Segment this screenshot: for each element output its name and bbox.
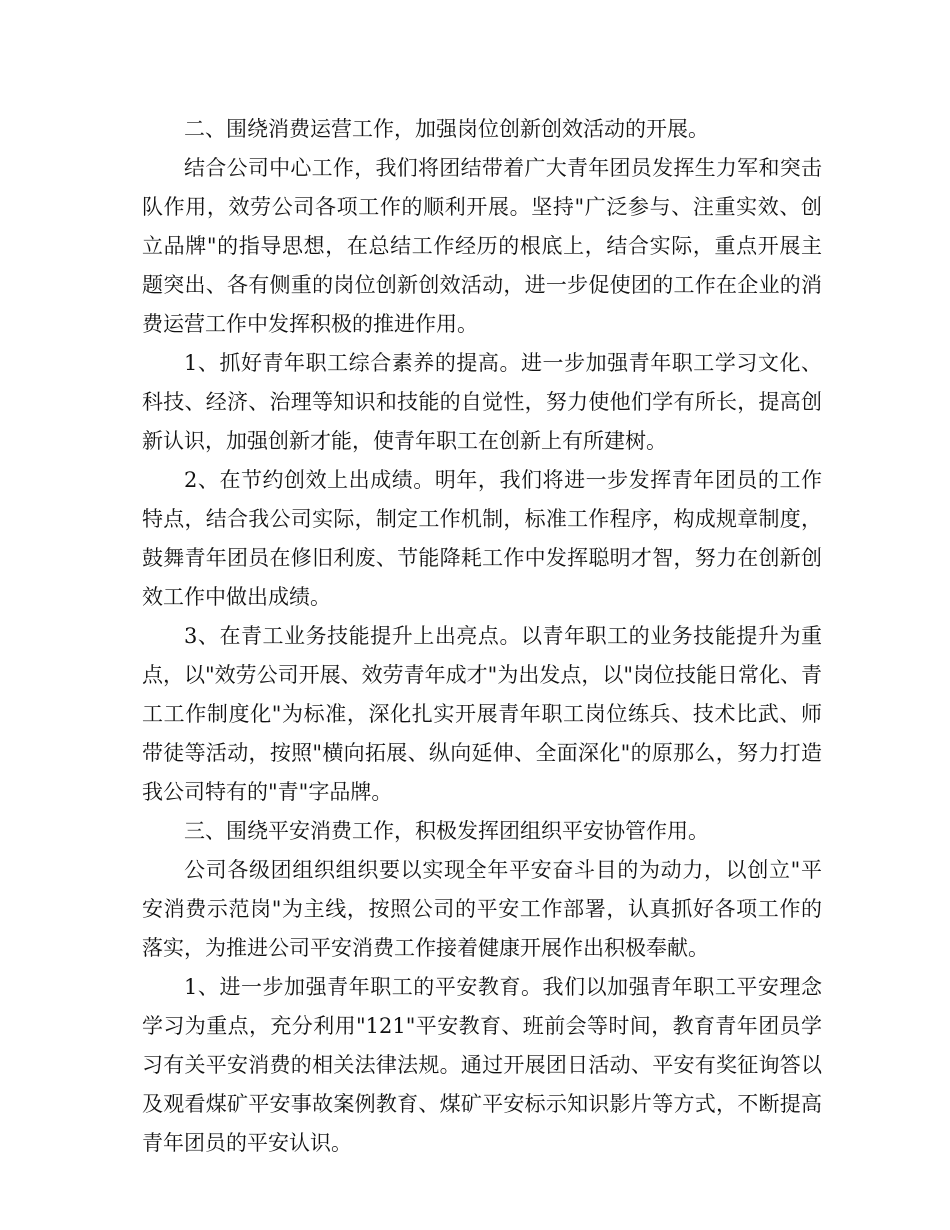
section-heading-2: 二、围绕消费运营工作，加强岗位创新创效活动的开展。 [184,117,709,141]
list-item-paragraph: 1、抓好青年职工综合素养的提高。进一步加强青年职工学习文化、科技、经济、治理等知识和技能的自觉性，努力使他们学有所长，提高创新认识，加强创新才能，使青年职工在创新上有所建树。 [142,351,822,453]
body-paragraph: 结合公司中心工作，我们将团结带着广大青年团员发挥生力军和突击队作用，效劳公司各项工作的顺利开展。坚持"广泛参与、注重实效、创立品牌"的指导思想，在总结工作经历的根底上，结合实际，重点开展主题突出、各有侧重的岗位创新创效活动，进一步促使团的工作在企业的消费运营工作中发挥积极的推进作用。 [142,156,822,336]
section-heading-3: 三、围绕平安消费工作，积极发挥团组织平安协管作用。 [184,819,709,843]
body-paragraph: 公司各级团组织组织要以实现全年平安奋斗目的为动力，以创立"平安消费示范岗"为主线，按照公司的平安工作部署，认真抓好各项工作的落实，为推进公司平安消费工作接着健康开展作出积极奉献。 [142,858,822,960]
list-item-paragraph: 3、在青工业务技能提升上出亮点。以青年职工的业务技能提升为重点，以"效劳公司开展、效劳青年成才"为出发点，以"岗位技能日常化、青工工作制度化"为标准，深化扎实开展青年职工岗位练兵、技术比武、师带徒等活动，按照"横向拓展、纵向延伸、全面深化"的原那么，努力打造我公司特有的"青"字品牌。 [142,624,822,804]
list-item-paragraph: 2、在节约创效上出成绩。明年，我们将进一步发挥青年团员的工作特点，结合我公司实际，制定工作机制，标准工作程序，构成规章制度，鼓舞青年团员在修旧利废、节能降耗工作中发挥聪明才智，努力在创新创效工作中做出成绩。 [142,468,822,609]
list-item-paragraph: 1、进一步加强青年职工的平安教育。我们以加强青年职工平安理念学习为重点，充分利用"121"平安教育、班前会等时间，教育青年团员学习有关平安消费的相关法律法规。通过开展团日活动、平安有奖征询答以及观看煤矿平安事故案例教育、煤矿平安标示知识影片等方式，不断提高青年团员的平安认识。 [142,975,822,1155]
document-page [142,110,822,1163]
